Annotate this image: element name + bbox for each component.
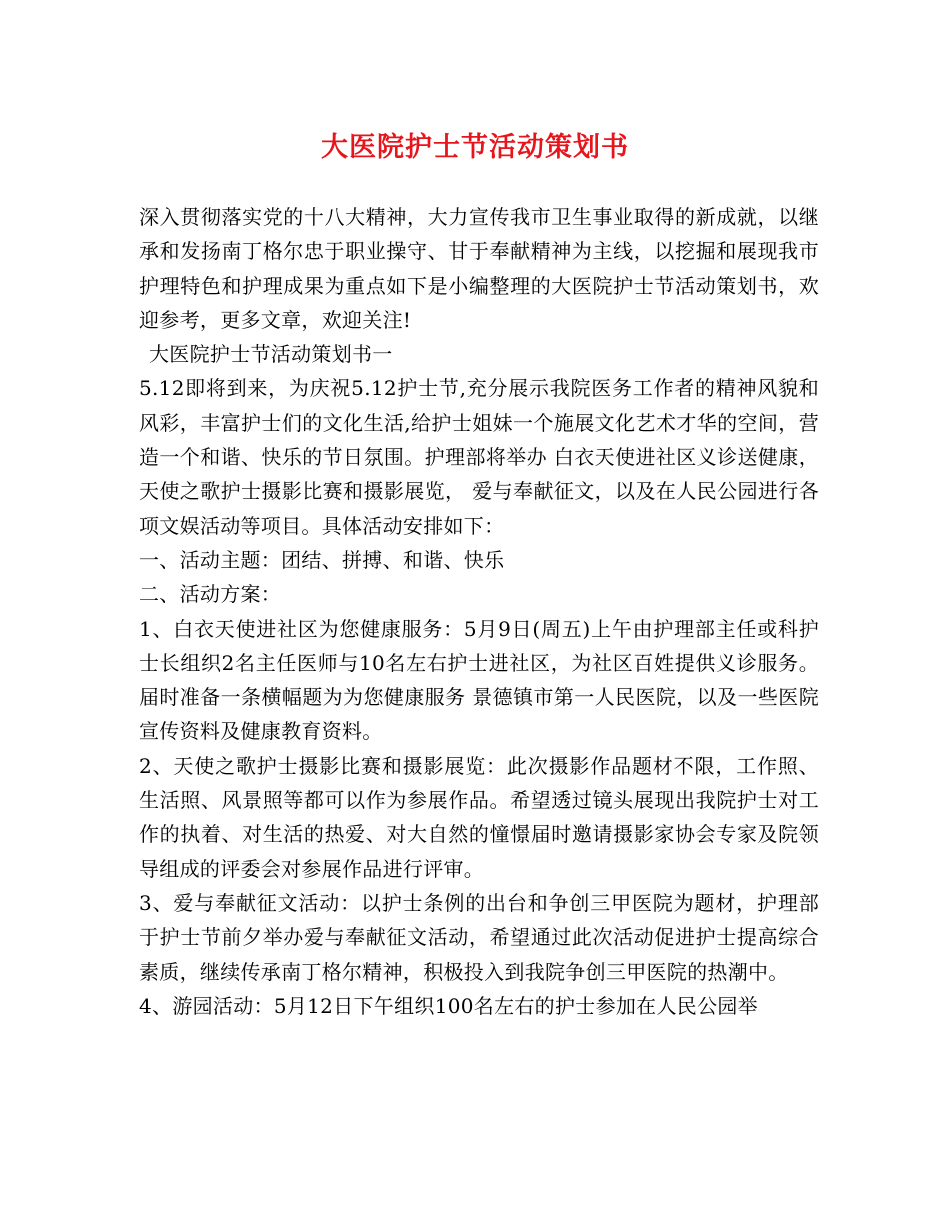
document-body — [139, 200, 819, 1023]
plan-item-1: 1、白衣天使进社区为您健康服务：5月9日(周五)上午由护理部主任或科护士长组织2名主任医师与10名左右护士进社区，为社区百姓提供义诊服务。届时准备一条横幅题为为您健康服务 景德镇市第一人民医院，以及一些医院宣传资料及健康教育资料。 — [139, 616, 819, 744]
plan-item-3: 3、爱与奉献征文活动：以护士条例的出台和争创三甲医院为题材，护理部于护士节前夕举办爱与奉献征文活动，希望通过此次活动促进护士提高综合素质，继续传承南丁格尔精神，积极投入到我院争创三甲医院的热潮中。 — [139, 890, 819, 984]
plan-item-2: 2、天使之歌护士摄影比赛和摄影展览：此次摄影作品题材不限，工作照、生活照、风景照等都可以作为参展作品。希望透过镜头展现出我院护士对工作的执着、对生活的热爱、对大自然的憧憬届时邀请摄影家协会专家及院领导组成的评委会对参展作品进行评审。 — [139, 753, 819, 881]
plan-heading: 二、活动方案： — [139, 582, 282, 607]
section-heading: 大医院护士节活动策划书一 — [149, 342, 393, 367]
body-paragraph: 5.12即将到来，为庆祝5.12护士节,充分展示我院医务工作者的精神风貌和风彩，丰富护士们的文化生活,给护士姐妹一个施展文化艺术才华的空间，营造一个和谐、快乐的节日氛围。护理部将举办 白衣天使进社区义诊送健康，天使之歌护士摄影比赛和摄影展览， 爱与奉献征文，以及在人民公园进行各项文娱活动等项目。具体活动安排如下： — [139, 376, 819, 538]
plan-item-4: 4、游园活动：5月12日下午组织100名左右的护士参加在人民公园举 — [139, 993, 758, 1018]
document-title: 大医院护士节活动策划书 — [321, 132, 629, 163]
theme-line: 一、活动主题：团结、拼搏、和谐、快乐 — [139, 547, 505, 572]
intro-paragraph: 深入贯彻落实党的十八大精神，大力宣传我市卫生事业取得的新成就，以继承和发扬南丁格尔忠于职业操守、甘于奉献精神为主线，以挖掘和展现我市护理特色和护理成果为重点如下是小编整理的大医院护士节活动策划书，欢迎参考，更多文章，欢迎关注! — [139, 205, 819, 332]
